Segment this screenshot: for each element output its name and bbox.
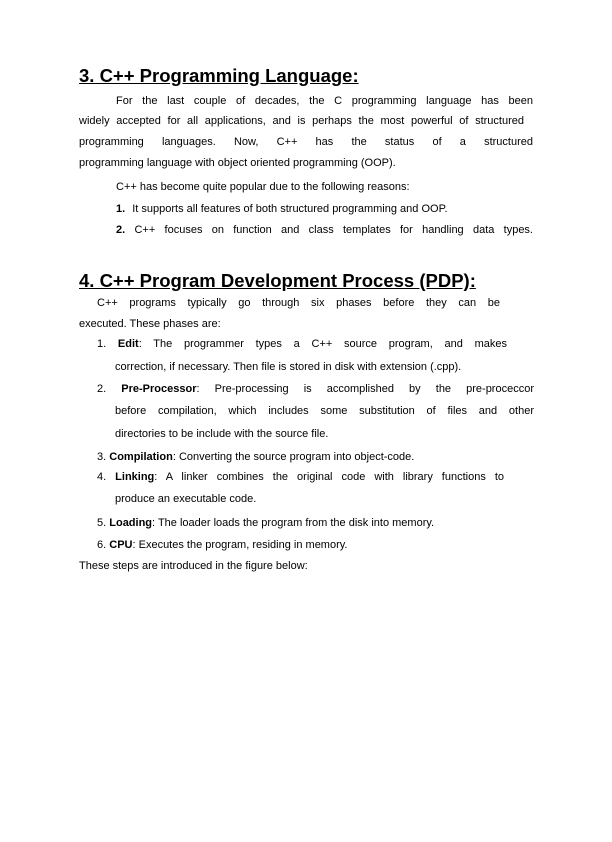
closing-text: These steps are introduced in the figure below: bbox=[79, 560, 308, 572]
phase-text: Pre-processing is accomplished by the pre-proceccor bbox=[214, 383, 534, 395]
paragraph-line: programming languages. Now, C++ has the status of a structured bbox=[79, 136, 533, 148]
phase-term: CPU bbox=[109, 539, 133, 551]
phase-line: directories to be include with the source file. bbox=[115, 428, 329, 440]
phase-line: correction, if necessary. Then file is stored in disk with extension (.cpp). bbox=[115, 361, 462, 373]
phase-number: 2. bbox=[97, 383, 107, 395]
list-number: 2. bbox=[116, 224, 126, 236]
phase-text: The programmer types a C++ source program, and makes bbox=[153, 338, 507, 350]
phase-item: 1. Edit: The programmer types a C++ source program, and makes bbox=[97, 338, 507, 350]
phase-text: Converting the source program into object-code. bbox=[178, 451, 415, 463]
paragraph-line: executed. These phases are: bbox=[79, 318, 221, 330]
phase-number: 1. bbox=[97, 338, 107, 350]
phase-item: 2. Pre-Processor: Pre-processing is accomplished by the pre-proceccor bbox=[97, 383, 534, 395]
phase-text: The loader loads the program from the disk into memory. bbox=[157, 517, 435, 529]
list-item bbox=[116, 223, 533, 237]
list-number: 1. bbox=[116, 203, 126, 215]
phase-number: 3. bbox=[97, 451, 107, 463]
list-text: C++ focuses on function and class templates for handling data types. bbox=[134, 224, 533, 236]
phase-number: 5. bbox=[97, 517, 107, 529]
phase-item: 5. Loading: The loader loads the program from the disk into memory. bbox=[97, 517, 435, 529]
phase-item: 3. Compilation: Converting the source program into object-code. bbox=[97, 451, 415, 463]
phase-text: Executes the program, residing in memory. bbox=[138, 539, 348, 551]
phase-term: Edit bbox=[117, 338, 139, 350]
phase-text: A linker combines the original code with library functions to bbox=[165, 471, 504, 483]
list-item bbox=[116, 202, 448, 216]
paragraph-line: For the last couple of decades, the C programming language has been bbox=[116, 95, 533, 107]
list-text: It supports all features of both structured programming and OOP. bbox=[132, 203, 448, 215]
paragraph-line: widely accepted for all applications, and is perhaps the most powerful of structured bbox=[79, 115, 524, 127]
phase-line: before compilation, which includes some substitution of files and other bbox=[115, 405, 534, 417]
phase-line: produce an executable code. bbox=[115, 493, 257, 505]
section-3-heading: 3. C++ Programming Language: bbox=[79, 65, 359, 86]
phase-item: 6. CPU: Executes the program, residing in memory. bbox=[97, 539, 348, 551]
phase-term: Compilation bbox=[109, 451, 173, 463]
phase-term: Linking bbox=[115, 471, 155, 483]
phase-term: Pre-Processor bbox=[121, 383, 197, 395]
section-4-heading: 4. C++ Program Development Process (PDP): bbox=[79, 270, 476, 291]
phase-term: Loading bbox=[109, 517, 153, 529]
phase-item: 4. Linking: A linker combines the original code with library functions to bbox=[97, 471, 504, 483]
phase-number: 6. bbox=[97, 539, 107, 551]
paragraph-line: programming language with object oriented programming (OOP). bbox=[79, 157, 396, 169]
paragraph-line: C++ programs typically go through six phases before they can be bbox=[97, 297, 500, 309]
paragraph-text: C++ has become quite popular due to the following reasons: bbox=[116, 181, 410, 193]
phase-number: 4. bbox=[97, 471, 107, 483]
